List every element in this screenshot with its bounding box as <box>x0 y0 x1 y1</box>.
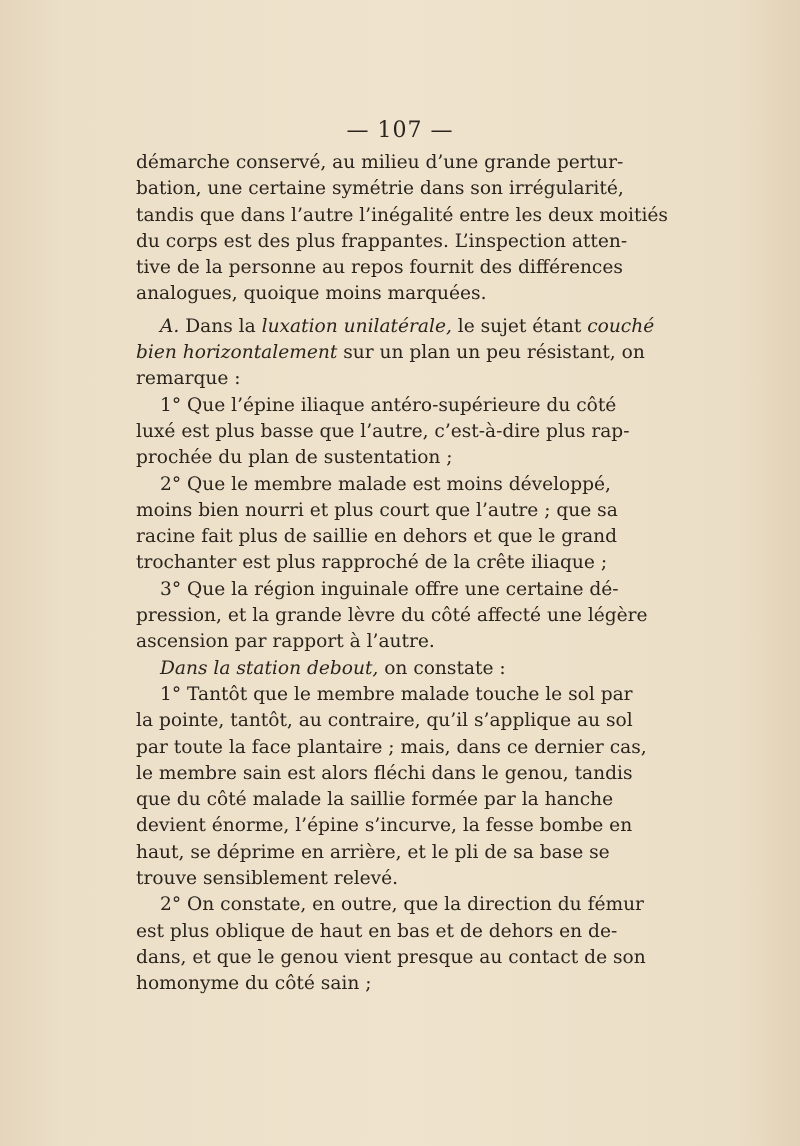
text-line: ascension par rapport à l’autre. <box>136 631 435 653</box>
text-line: moins bien nourri et plus court que l’autre ; que sa <box>136 499 618 521</box>
text-line: analogues, quoique moins marquées. <box>136 283 487 305</box>
text-line: luxé est plus basse que l’autre, c’est-à-dire plus rap- <box>136 420 630 442</box>
text-line: tive de la personne au repos fournit des différences <box>136 257 623 279</box>
text-line: 2° On constate, en outre, que la direction du fémur <box>160 894 644 916</box>
text-line: trouve sensiblement relevé. <box>136 868 399 890</box>
text-line: 1° Que l’épine iliaque antéro-supérieure du côté <box>160 394 617 416</box>
text-line: prochée du plan de sustentation ; <box>136 447 453 469</box>
station-debout-line: Dans la station debout, on constate : <box>160 657 506 679</box>
text-line: du corps est des plus frappantes. L’inspection atten- <box>136 230 628 252</box>
text-line: est plus oblique de haut en bas et de dehors en de- <box>136 920 618 942</box>
text-line: trochanter est plus rapproché de la crête iliaque ; <box>136 552 608 574</box>
text-line: dans, et que le genou vient presque au contact de son <box>136 946 646 968</box>
text-line: homonyme du côté sain ; <box>136 973 372 995</box>
text-line: la pointe, tantôt, au contraire, qu’il s’applique au sol <box>136 710 633 732</box>
text-line: haut, se déprime en arrière, et le pli de sa base se <box>136 841 610 863</box>
text-line: démarche conservé, au milieu d’une grande pertur- <box>136 152 624 173</box>
page-number: — 107 — <box>346 118 454 143</box>
text-line: tandis que dans l’autre l’inégalité entre les deux moitiés <box>136 204 668 226</box>
text-line: pression, et la grande lèvre du côté affecté une légère <box>136 605 648 627</box>
text-line: le membre sain est alors fléchi dans le genou, tandis <box>136 762 633 784</box>
text-line: par toute la face plantaire ; mais, dans ce dernier cas, <box>136 736 647 758</box>
section-a-line: A. Dans la luxation unilatérale, le sujet étant couché <box>160 315 655 337</box>
text-line: que du côté malade la saillie formée par la hanche <box>136 789 614 811</box>
text-line: racine fait plus de saillie en dehors et que le grand <box>136 526 618 548</box>
body-text <box>136 150 668 998</box>
section-a-line: bien horizontalement sur un plan un peu résistant, on <box>136 342 645 364</box>
text-line: 1° Tantôt que le membre malade touche le sol par <box>160 683 633 705</box>
text-line: bation, une certaine symétrie dans son irrégularité, <box>136 178 624 200</box>
text-line: 3° Que la région inguinale offre une certaine dé- <box>160 578 619 600</box>
text-line: remarque : <box>136 368 241 390</box>
text-line: devient énorme, l’épine s’incurve, la fesse bombe en <box>136 815 633 837</box>
text-line: 2° Que le membre malade est moins développé, <box>160 473 611 495</box>
